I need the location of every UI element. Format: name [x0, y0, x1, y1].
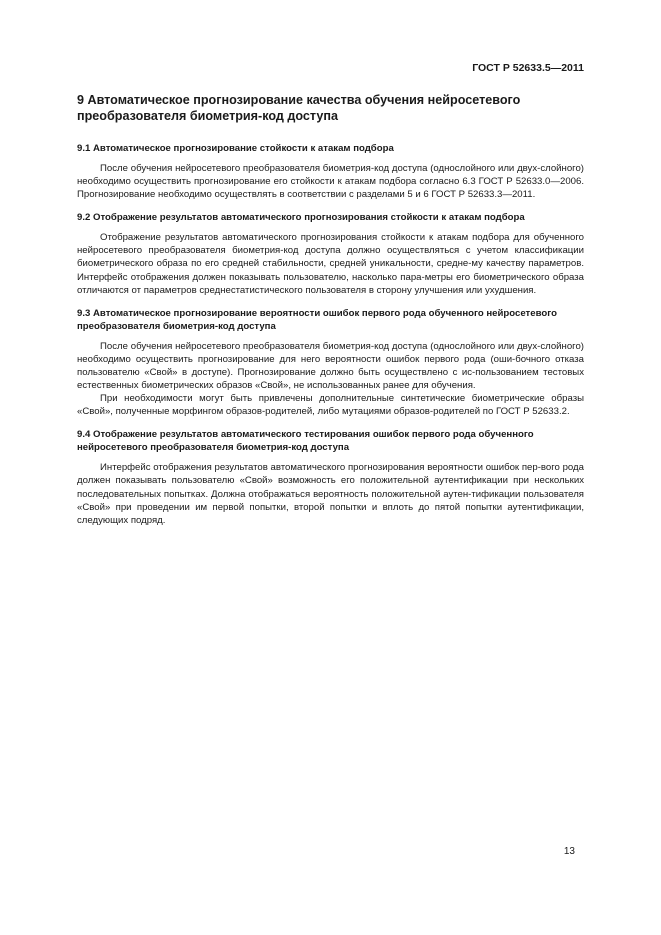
paragraph: После обучения нейросетевого преобразователя биометрия-код доступа (однослойного или двух-слойного) необходимо осуществить прогнозирование для него вероятности ошибок первого рода (оши-бочного отказа пользователю «Свой» в доступе). Прогнозирование должно быть осуществлено с ис-пользованием тестовых естественных биометрических образов «Свой», не использованных ранее для обучения.	[77, 340, 584, 392]
section-heading: 9.4 Отображение результатов автоматического тестирования ошибок первого рода обученного нейросетевого преобразователя биометрия-код доступа	[77, 429, 534, 454]
paragraph: При необходимости могут быть привлечены дополнительные синтетические биометрические образы «Свой», полученные морфингом образов-родителей, либо мутациями образов-родителей по ГОСТ Р 52633.2.	[77, 393, 584, 418]
section-heading: 9.3 Автоматическое прогнозирование вероятности ошибок первого рода обученного нейросетевого преобразователя биометрия-код доступа	[77, 307, 557, 332]
page-content	[77, 92, 584, 537]
document-code: ГОСТ Р 52633.5—2011	[472, 62, 584, 74]
section-9-3	[77, 307, 584, 419]
paragraph: После обучения нейросетевого преобразователя биометрия-код доступа (однослойного или двух-слойного) необходимо осуществить прогнозирование его стойкости к атакам подбора согласно 6.3 ГОСТ Р 52633.0—2006. Прогнозирование необходимо осуществлять в соответствии с разделами 5 и 6 ГОСТ Р 52633.3—2011.	[77, 163, 584, 201]
section-9-1	[77, 142, 584, 201]
section-heading: 9.2 Отображение результатов автоматического прогнозирования стойкости к атакам подбора	[77, 212, 525, 224]
section-heading: 9.1 Автоматическое прогнозирование стойкости к атакам подбора	[77, 143, 394, 154]
chapter-title: 9 Автоматическое прогнозирование качества обучения нейросетевого преобразователя биометрия-код доступа	[77, 93, 521, 123]
paragraph: Интерфейс отображения результатов автоматического прогнозирования вероятности ошибок пер-вого рода должен показывать пользователю «Свой» возможность его положительной аутентификации при нескольких последовательных попытках. Должна отображаться вероятность положительной аутен-тификации пользователя «Свой» при проведении им первой попытки, второй попытки и вплоть до пятой попытки аутентификации, следующих подряд.	[77, 462, 584, 526]
page-number: 13	[563, 846, 575, 857]
paragraph: Отображение результатов автоматического прогнозирования стойкости к атакам подбора для обученного нейросетевого преобразователя биометрия-код доступа должно осуществляться с учетом классификации биометрического образа по его средней стабильности, средней уникальности, средне-му качеству параметров. Интерфейс отображения должен показывать пользователю, насколько пара-метры его биометрического образа отличаются от параметров среднестатистического пользователя в сторону улучшения или ухудшения.	[77, 232, 584, 296]
section-9-2	[77, 211, 584, 296]
section-9-4	[77, 428, 584, 526]
